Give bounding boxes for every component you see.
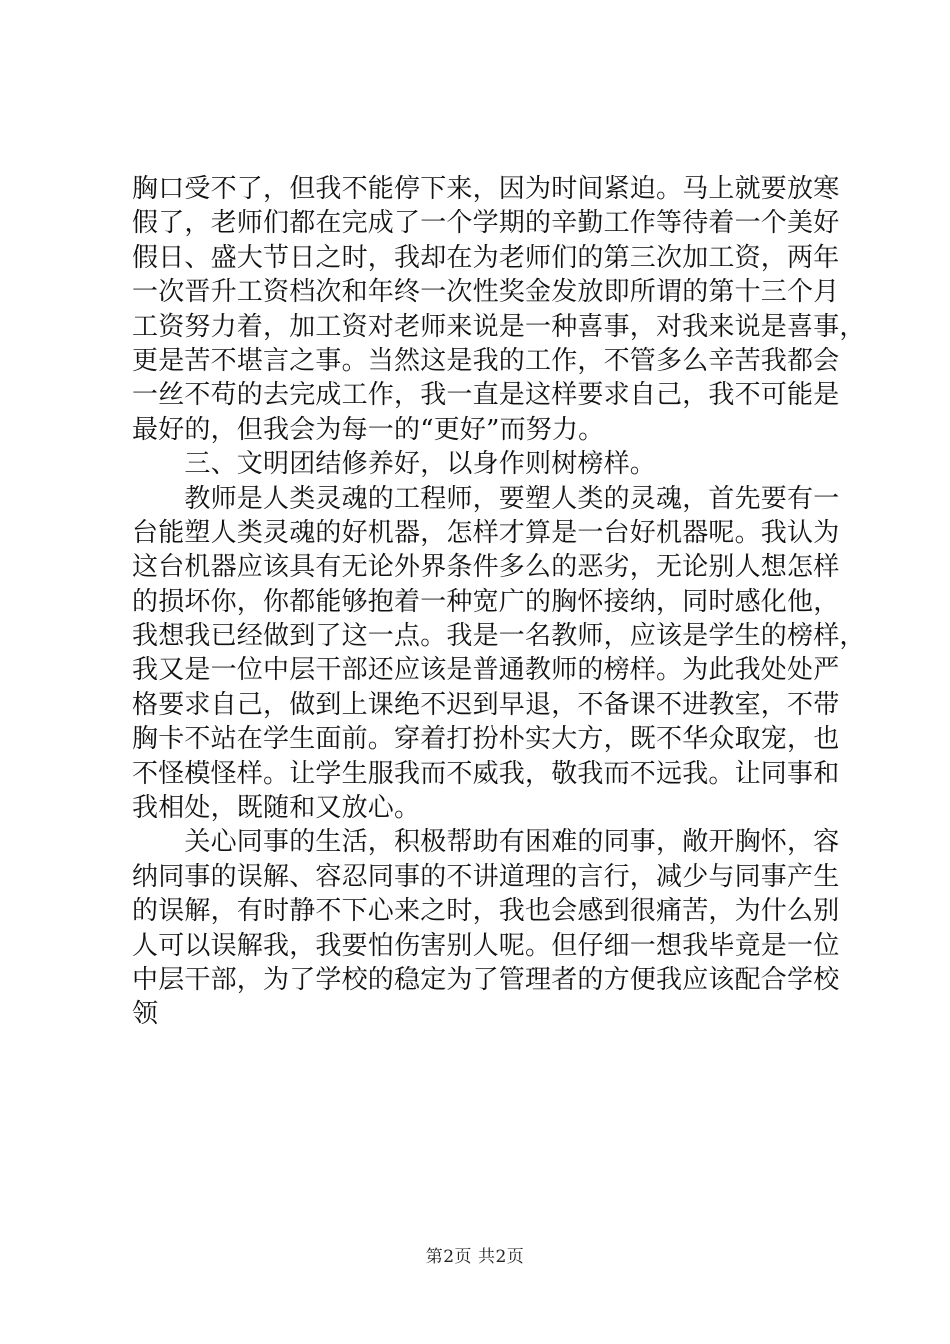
text-line: 这台机器应该具有无论外界条件多么的恶劣，无论别人想怎样 [132, 552, 840, 583]
page-footer: 第2页 共2页 [425, 1247, 525, 1267]
text-line: 关心同事的生活，积极帮助有困难的同事，敞开胸怀，容 [132, 827, 840, 858]
document-body [132, 172, 866, 1032]
text-line: 台能塑人类灵魂的好机器，怎样才算是一台好机器呢。我认为 [132, 517, 840, 548]
text-line: 的误解，有时静不下心来之时，我也会感到很痛苦，为什么别 [132, 896, 840, 927]
text-line: 胸卡不站在学生面前。穿着打扮朴实大方，既不华众取宠，也 [132, 724, 840, 755]
text-line: 假日、盛大节日之时，我却在为老师们的第三次加工资，两年 [132, 242, 840, 273]
text-line: 三、文明团结修养好，以身作则树榜样。 [132, 449, 657, 480]
text-line: 的损坏你，你都能够抱着一种宽广的胸怀接纳，同时感化他， [132, 586, 840, 617]
text-line: 领 [132, 999, 159, 1030]
text-line: 中层干部，为了学校的稳定为了管理者的方便我应该配合学校 [132, 964, 840, 995]
text-line: 我想我已经做到了这一点。我是一名教师，应该是学生的榜样， [132, 621, 866, 652]
text-line: 工资努力着，加工资对老师来说是一种喜事，对我来说是喜事， [132, 311, 866, 342]
text-line: 教师是人类灵魂的工程师，要塑人类的灵魂，首先要有一 [132, 483, 840, 514]
text-line: 纳同事的误解、容忍同事的不讲道理的言行，减少与同事产生 [132, 861, 840, 892]
text-line: 最好的，但我会为每一的“更好”而努力。 [132, 414, 605, 445]
text-line: 我相处，既随和又放心。 [132, 793, 421, 824]
text-line: 一丝不苟的去完成工作，我一直是这样要求自己，我不可能是 [132, 380, 840, 411]
text-line: 更是苦不堪言之事。当然这是我的工作，不管多么辛苦我都会 [132, 345, 840, 376]
text-line: 格要求自己，做到上课绝不迟到早退，不备课不进教室，不带 [132, 689, 840, 720]
text-line: 胸口受不了，但我不能停下来，因为时间紧迫。马上就要放寒 [132, 174, 840, 204]
text-line: 不怪模怪样。让学生服我而不威我，敬我而不远我。让同事和 [132, 758, 840, 789]
text-line: 人可以误解我，我要怕伤害别人呢。但仔细一想我毕竟是一位 [132, 930, 840, 961]
text-line: 一次晋升工资档次和年终一次性奖金发放即所谓的第十三个月 [132, 277, 840, 308]
text-line: 我又是一位中层干部还应该是普通教师的榜样。为此我处处严 [132, 655, 840, 686]
text-line: 假了，老师们都在完成了一个学期的辛勤工作等待着一个美好 [132, 208, 840, 239]
